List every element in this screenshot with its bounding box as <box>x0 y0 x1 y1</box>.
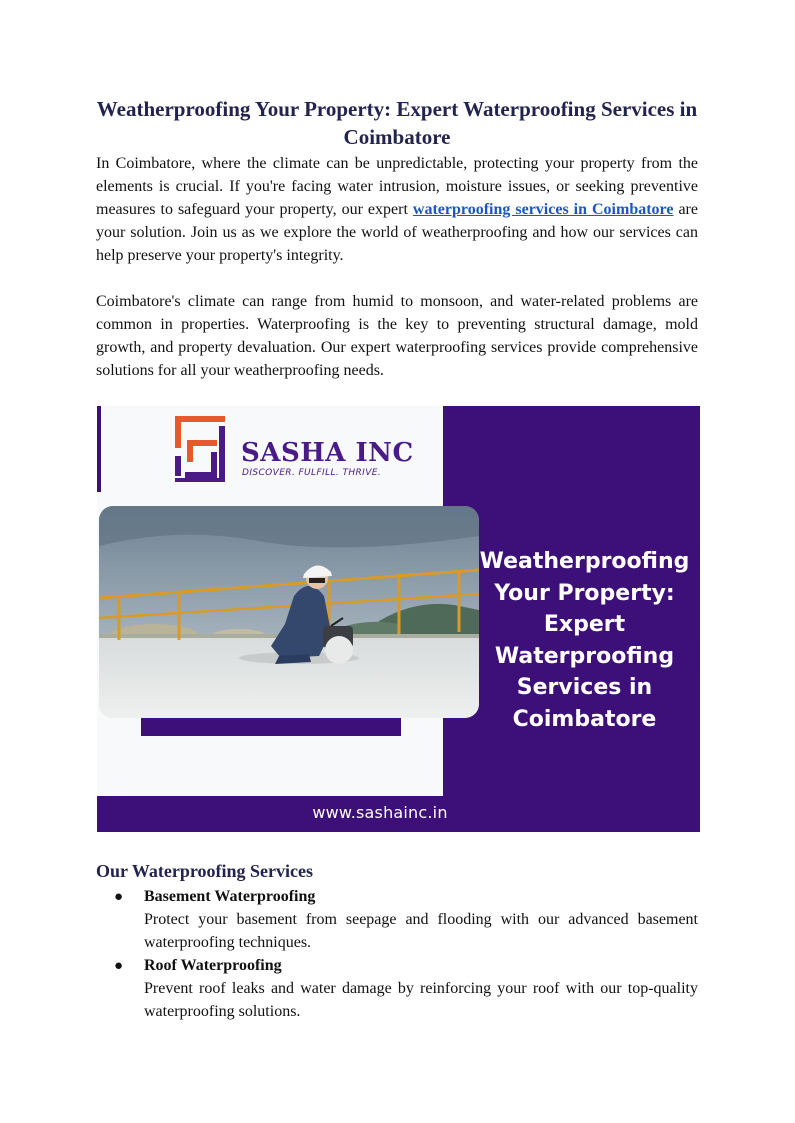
services-section-title: Our Waterproofing Services <box>96 861 313 881</box>
banner-heading: Weatherproofing Your Property: Expert Waterproofing Services in Coimbatore <box>479 549 690 732</box>
brand-name: SASHA INC <box>241 438 414 468</box>
bullet-dot-icon: ● <box>114 889 124 905</box>
service-description: Protect your basement from seepage and flooding with our advanced basement waterproofing techniques. <box>144 911 698 951</box>
intro-text-start: In Coimbatore, where the climate can be unpredictable, protecting your property from the elements is crucial. If you're facing water intrusion, moisture issues, or seeking preventive measures to safeguard your property, our expert <box>96 155 698 218</box>
sasha-inc-logo <box>171 410 414 490</box>
service-name: Roof Waterproofing <box>144 957 282 974</box>
website-url <box>97 803 677 822</box>
list-item <box>96 954 698 1023</box>
brand-tagline: DISCOVER. FULFILL. THRIVE. <box>242 468 382 478</box>
intro-paragraph <box>96 152 698 267</box>
climate-paragraph: Coimbatore's climate can range from humid to monsoon, and water-related problems are common in properties. Waterproofing is the key to preventing structural damage, mold growth, and property devaluation. Our expert waterproofing services provide comprehensive solutions for all your weatherproofing needs. <box>96 293 698 379</box>
waterproofing-worker-photo <box>99 506 479 718</box>
website-url-text: www.sashainc.in <box>312 803 448 822</box>
service-description: Prevent roof leaks and water damage by reinforcing your roof with our top-quality waterproofing solutions. <box>144 980 698 1020</box>
bullet-dot-icon: ● <box>114 958 124 974</box>
document-title: Weatherproofing Your Property: Expert Waterproofing Services in Coimbatore <box>96 97 698 149</box>
services-list <box>96 885 698 1023</box>
intro-text-end: are your solution. Join us as we explore the world of weatherproofing and how our services can help preserve your property's integrity. <box>96 201 698 264</box>
waterproofing-services-link[interactable]: waterproofing services in Coimbatore <box>412 201 674 218</box>
service-name: Basement Waterproofing <box>144 888 316 905</box>
list-item <box>96 885 698 954</box>
sasha-logo-mark-icon <box>171 412 229 486</box>
promo-banner <box>97 406 700 832</box>
roof-worker-image-icon <box>99 506 479 718</box>
